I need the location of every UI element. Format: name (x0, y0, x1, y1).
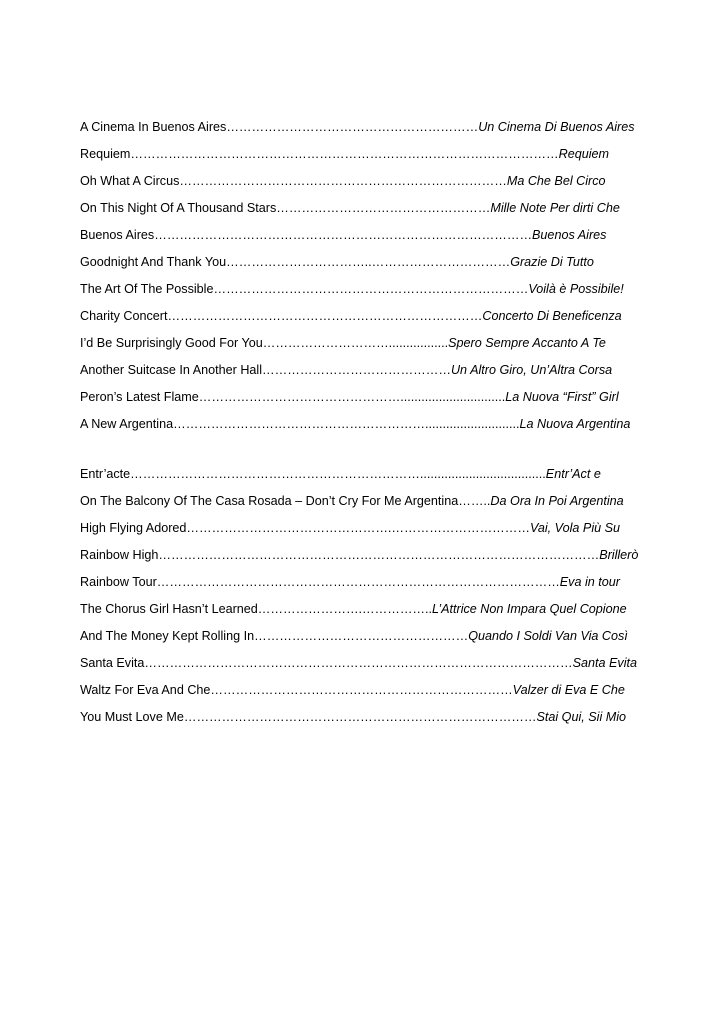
english-title: Rainbow Tour (80, 575, 157, 589)
leader-dots: ……………………………………………………........................... (173, 417, 520, 431)
italian-title: Stai Qui, Sii Mio (536, 710, 627, 724)
italian-title: Mille Note Per dirti Che (490, 201, 620, 215)
english-title: On This Night Of A Thousand Stars (80, 201, 277, 215)
english-title: You Must Love Me (80, 710, 184, 724)
list-item (80, 709, 644, 725)
italian-title: L’Attrice Non Impara Quel Copione (432, 602, 627, 616)
english-title: A New Argentina (80, 417, 174, 431)
italian-title: La Nuova “First” Girl (505, 390, 619, 404)
english-title: Rainbow High (80, 548, 159, 562)
list-item (80, 628, 644, 644)
italian-title: Un Altro Giro, Un’Altra Corsa (450, 363, 613, 377)
leader-dots: …………………………………………………………………………………… (156, 575, 560, 589)
italian-title: Brillerò (599, 548, 639, 562)
italian-title: Ma Che Bel Circo (506, 174, 606, 188)
list-item (80, 200, 644, 216)
italian-title: Spero Sempre Accanto A Te (448, 336, 606, 350)
leader-dots: ………………………………………………………………………… (183, 710, 537, 724)
italian-title: Santa Evita (572, 656, 638, 670)
leader-dots: …………………………………………… (254, 629, 469, 643)
leader-dots: ………………………………………………………………… (213, 282, 529, 296)
english-title: Requiem (80, 147, 131, 161)
leader-dots: …………………………................. (262, 336, 449, 350)
english-title: High Flying Adored (80, 521, 187, 535)
leader-dots: …………………………………………………………………………………………… (158, 548, 600, 562)
leader-dots: …………………………………………………………………… (179, 174, 507, 188)
list-item (80, 173, 644, 189)
leader-dots: …………………………………………………… (226, 120, 479, 134)
leader-dots: ………………………………………….…………………………… (186, 521, 530, 535)
list-item (80, 601, 644, 617)
list-item (80, 547, 644, 563)
english-title: The Art Of The Possible (80, 282, 214, 296)
leader-dots: ………………………………………………………………………………………… (130, 147, 559, 161)
italian-title: Da Ora In Poi Argentina (490, 494, 624, 508)
english-title: Waltz For Eva And Che (80, 683, 211, 697)
song-list (80, 119, 644, 736)
list-item (80, 227, 644, 243)
leader-dots: ……………………………………………………………………………… (154, 228, 533, 242)
leader-dots: …….. (458, 494, 491, 508)
english-title: Charity Concert (80, 309, 168, 323)
italian-title: Concerto Di Beneficenza (482, 309, 622, 323)
leader-dots: …………………………………………………………….................................... (130, 467, 546, 481)
list-item (80, 146, 644, 162)
english-title: Buenos Aires (80, 228, 155, 242)
italian-title: Buenos Aires (532, 228, 607, 242)
english-title: Goodnight And Thank You (80, 255, 227, 269)
list-item (80, 574, 644, 590)
list-item (80, 655, 644, 671)
english-title: Another Suitcase In Another Hall (80, 363, 263, 377)
list-item (80, 254, 644, 270)
leader-dots: …………………….…………….. (257, 602, 433, 616)
italian-title: Entr’Act e (545, 467, 601, 481)
italian-title: La Nuova Argentina (519, 417, 631, 431)
english-title: And The Money Kept Rolling In (80, 629, 255, 643)
leader-dots: ………………………………………………………………………………………… (144, 656, 573, 670)
english-title: Santa Evita (80, 656, 145, 670)
english-title: A Cinema In Buenos Aires (80, 120, 227, 134)
italian-title: Requiem (558, 147, 609, 161)
english-title: On The Balcony Of The Casa Rosada – Don’t Cry For Me Argentina (80, 494, 459, 508)
italian-title: Grazie Di Tutto (510, 255, 594, 269)
leader-dots: …………………………………………… (276, 201, 491, 215)
italian-title: Vai, Vola Più Su (529, 521, 621, 535)
leader-dots: ……………………………………………………………… (210, 683, 513, 697)
english-title: Entr’acte (80, 467, 131, 481)
italian-title: Un Cinema Di Buenos Aires (478, 120, 635, 134)
list-item (80, 520, 644, 536)
list-item (80, 335, 644, 351)
leader-dots: ………………………………………….............................. (198, 390, 506, 404)
list-item (80, 416, 644, 432)
list-item (80, 466, 644, 482)
italian-title: Quando I Soldi Van Via Così (468, 629, 628, 643)
leader-dots: ……………………………………… (262, 363, 451, 377)
italian-title: Voilà è Possibile! (528, 282, 624, 296)
english-title: I’d Be Surprisingly Good For You (80, 336, 263, 350)
section-gap (80, 443, 644, 466)
list-item (80, 308, 644, 324)
english-title: Oh What A Circus (80, 174, 180, 188)
list-item (80, 362, 644, 378)
italian-title: Valzer di Eva E Che (512, 683, 625, 697)
list-item (80, 119, 644, 135)
list-item (80, 493, 644, 509)
leader-dots: ……………………………..…………………………… (226, 255, 511, 269)
leader-dots: ………………………………………………………………… (167, 309, 483, 323)
list-item (80, 281, 644, 297)
list-item (80, 389, 644, 405)
english-title: Peron’s Latest Flame (80, 390, 199, 404)
list-item (80, 682, 644, 698)
english-title: The Chorus Girl Hasn’t Learned (80, 602, 258, 616)
italian-title: Eva in tour (559, 575, 620, 589)
